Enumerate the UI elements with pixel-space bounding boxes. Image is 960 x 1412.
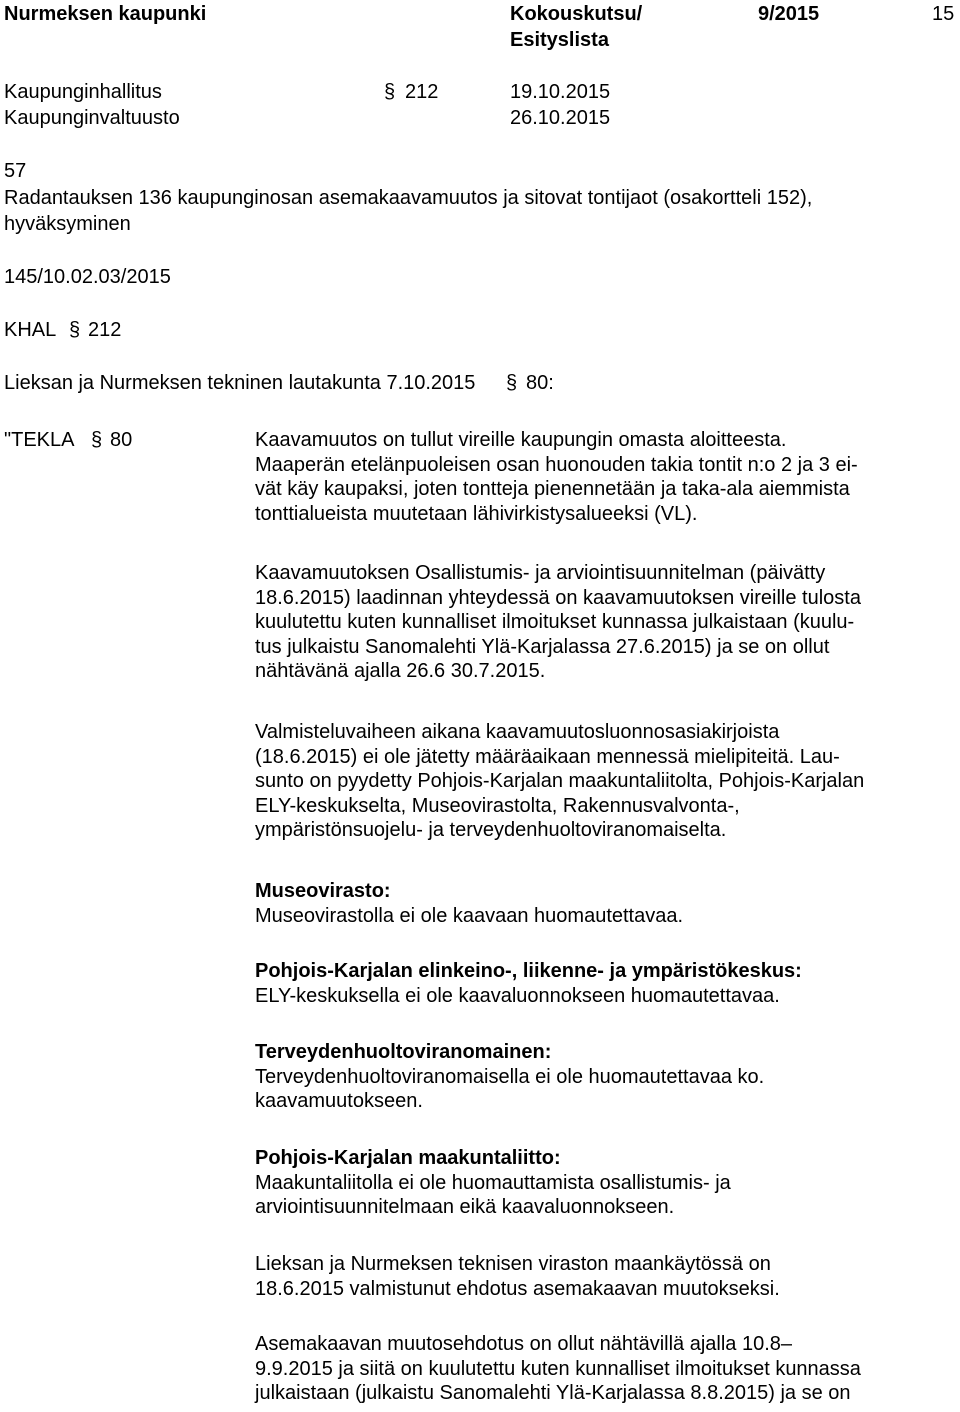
paragraph-line: ELY-keskukselta, Museovirastolta, Rakennusvalvonta-, [255, 794, 740, 817]
item-title-line1: Radantauksen 136 kaupunginosan asemakaavamuutos ja sitovat tontijaot (osakortteli 152), [4, 187, 813, 209]
khal-number: 212 [88, 319, 122, 341]
statement-ely [255, 959, 960, 1008]
paragraph-line: Maakuntaliitolla ei ole huomauttamista osallistumis- ja [255, 1171, 731, 1194]
paragraph-line: (18.6.2015) ei ole jätetty määräaikaan mennessä mielipiteitä. Lau- [255, 745, 840, 768]
body-name-2: Kaupunginvaltuusto [4, 107, 180, 129]
paragraph-line: Museovirastolla ei ole kaavaan huomautettavaa. [255, 904, 684, 927]
statement-heading: Pohjois-Karjalan maakuntaliitto: [255, 1147, 561, 1169]
board-reference: Lieksan ja Nurmeksen tekninen lautakunta 7.10.2015 [4, 372, 476, 394]
paragraph-line: vät käy kaupaksi, joten tontteja pienennetään ja taka-ala aiemmista [255, 478, 850, 500]
paragraph-line: 18.6.2015) laadinnan yhteydessä on kaavamuutoksen vireille tulosta [255, 586, 861, 609]
doc-type-line1: Kokouskutsu/ [510, 3, 643, 25]
statement-terveys [255, 1040, 960, 1114]
paragraph-line: nähtävänä ajalla 26.6 30.7.2015. [255, 660, 546, 682]
paragraph [255, 1252, 960, 1301]
statement-heading: Museovirasto: [255, 880, 391, 902]
paragraph-line: arviointisuunnitelmaan eikä kaavaluonnokseen. [255, 1196, 675, 1218]
section-symbol: § [506, 372, 518, 394]
paragraph-line: 18.6.2015 valmistunut ehdotus asemakaavan muutokseksi. [255, 1277, 780, 1300]
body-name-1: Kaupunginhallitus [4, 81, 162, 103]
paragraph-line: Kaavamuutos on tullut vireille kaupungin omasta aloitteesta. [255, 429, 787, 451]
page-number: 15 [932, 3, 955, 25]
section-symbol: § [384, 81, 396, 103]
section-symbol: § [69, 319, 81, 341]
org-name: Nurmeksen kaupunki [4, 3, 207, 25]
tekla-label: "TEKLA [4, 429, 75, 451]
paragraph-line: tonttialueista muutetaan lähivirkistysalueeksi (VL). [255, 502, 698, 525]
paragraph [255, 720, 960, 843]
item-number: 57 [4, 160, 27, 182]
paragraph-line: Valmisteluvaiheen aikana kaavamuutosluonnosasiakirjoista [255, 721, 780, 743]
statement-heading: Terveydenhuoltoviranomainen: [255, 1041, 552, 1063]
paragraph-line: Lieksan ja Nurmeksen teknisen viraston maankäytössä on [255, 1253, 771, 1275]
paragraph-line: Asemakaavan muutosehdotus on ollut nähtävillä ajalla 10.8– [255, 1333, 793, 1355]
paragraph [255, 561, 960, 684]
item-reference: 145/10.02.03/2015 [4, 266, 171, 288]
paragraph-line: Kaavamuutoksen Osallistumis- ja arviointisuunnitelman (päivätty [255, 562, 826, 584]
paragraph-line: kuulutettu kuten kunnalliset ilmoitukset kunnassa julkaistaan (kuulu- [255, 611, 855, 633]
board-section-num: 80: [526, 372, 554, 394]
body-date-2: 26.10.2015 [510, 107, 611, 129]
section-symbol: § [91, 429, 103, 451]
paragraph-line: Terveydenhuoltoviranomaisella ei ole huomautettavaa ko. [255, 1065, 765, 1088]
tekla-number: 80 [110, 429, 133, 451]
paragraph-line: 9.9.2015 ja siitä on kuulutettu kuten kunnalliset ilmoitukset kunnassa [255, 1357, 861, 1380]
doc-type-line2: Esityslista [510, 29, 609, 51]
item-title-line2: hyväksyminen [4, 213, 131, 235]
paragraph-line: Maaperän etelänpuoleisen osan huonouden takia tontit n:o 2 ja 3 ei- [255, 453, 858, 476]
khal-label: KHAL [4, 319, 57, 341]
issue-number: 9/2015 [758, 3, 820, 25]
paragraph-line: ELY-keskuksella ei ole kaavaluonnokseen huomautettavaa. [255, 984, 780, 1007]
paragraph [255, 1332, 960, 1406]
paragraph-line: sunto on pyydetty Pohjois-Karjalan maakuntaliitolta, Pohjois-Karjalan [255, 770, 865, 792]
body-date-1: 19.10.2015 [510, 81, 611, 103]
statement-heading: Pohjois-Karjalan elinkeino-, liikenne- ja ympäristökeskus: [255, 960, 802, 982]
paragraph-line: julkaistaan (julkaistu Sanomalehti Ylä-Karjalassa 8.8.2015) ja se on [255, 1382, 851, 1404]
paragraph-line: kaavamuutokseen. [255, 1090, 423, 1112]
body-section-num: 212 [405, 81, 439, 103]
statement-museovirasto [255, 879, 960, 928]
statement-maakuntaliitto [255, 1146, 960, 1220]
paragraph-line: ympäristönsuojelu- ja terveydenhuoltoviranomaiselta. [255, 819, 727, 841]
paragraph [255, 428, 960, 526]
paragraph-line: tus julkaistu Sanomalehti Ylä-Karjalassa 27.6.2015) ja se on ollut [255, 635, 830, 658]
